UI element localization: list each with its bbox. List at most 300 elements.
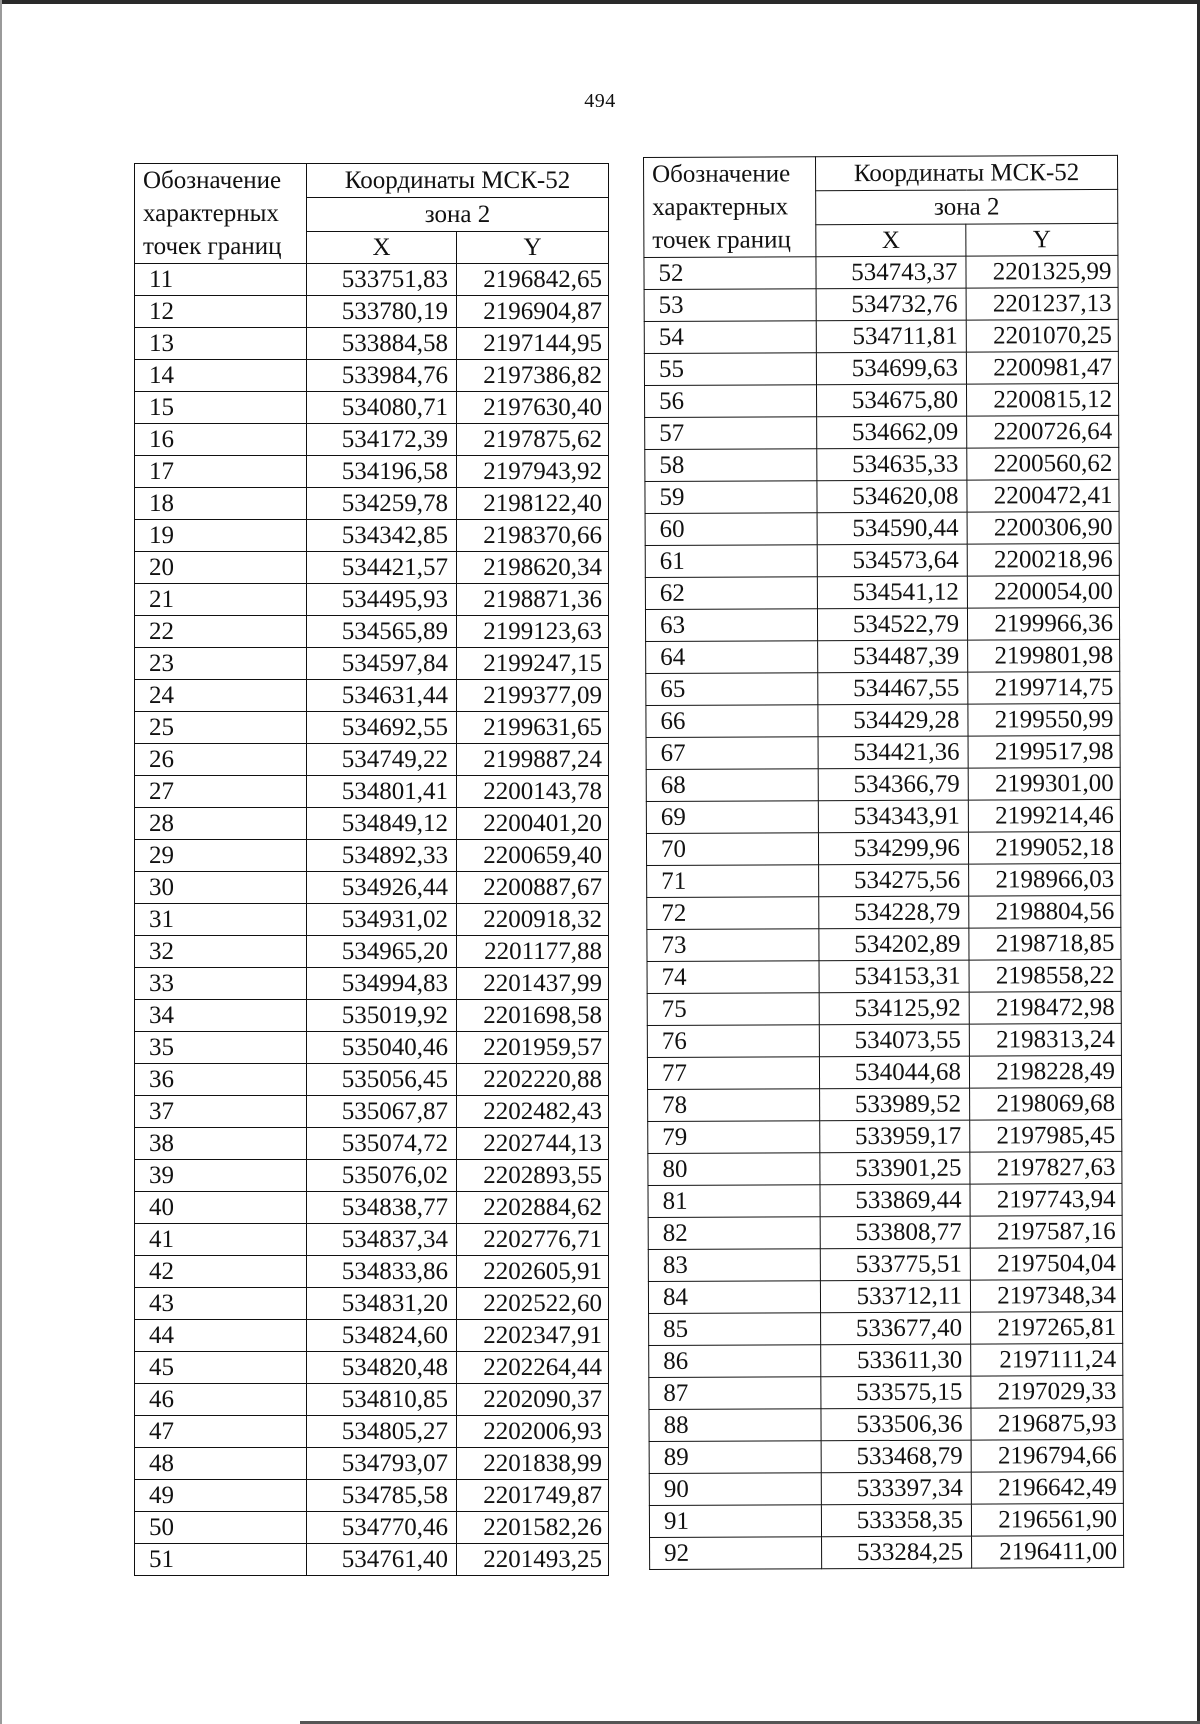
x-column-header: X bbox=[816, 224, 966, 257]
point-number-cell: 70 bbox=[646, 833, 818, 866]
x-coordinate-cell: 535067,87 bbox=[307, 1096, 457, 1128]
point-label-line2: характерных bbox=[652, 193, 789, 221]
x-coordinate-cell: 534565,89 bbox=[307, 616, 457, 648]
x-coordinate-cell: 534044,68 bbox=[819, 1056, 969, 1089]
table-row bbox=[646, 831, 1120, 865]
x-coordinate-cell: 534125,92 bbox=[819, 992, 969, 1025]
y-coordinate-cell: 2200918,32 bbox=[457, 904, 609, 936]
y-coordinate-cell: 2200143,78 bbox=[457, 776, 609, 808]
y-coordinate-cell: 2200472,41 bbox=[967, 479, 1119, 512]
x-coordinate-cell: 534495,93 bbox=[307, 584, 457, 616]
x-coordinate-cell: 533869,44 bbox=[820, 1184, 970, 1217]
point-number-cell: 87 bbox=[649, 1377, 821, 1410]
table-row bbox=[648, 1247, 1122, 1281]
x-coordinate-cell: 534675,80 bbox=[816, 384, 966, 417]
point-label-line2: характерных bbox=[143, 200, 279, 227]
y-coordinate-cell: 2196411,00 bbox=[972, 1535, 1124, 1568]
x-coordinate-cell: 534073,55 bbox=[819, 1024, 969, 1057]
table-row bbox=[135, 1544, 609, 1576]
table-row bbox=[135, 360, 609, 392]
table-row bbox=[135, 840, 609, 872]
x-coordinate-cell: 533575,15 bbox=[821, 1376, 971, 1409]
y-coordinate-cell: 2201698,58 bbox=[457, 1000, 609, 1032]
y-coordinate-cell: 2201070,25 bbox=[966, 319, 1118, 352]
point-number-cell: 48 bbox=[135, 1448, 307, 1480]
point-number-cell: 50 bbox=[135, 1512, 307, 1544]
x-coordinate-cell: 534743,37 bbox=[816, 256, 966, 289]
coordinates-table-right bbox=[643, 155, 1124, 1570]
x-coordinate-cell: 533901,25 bbox=[820, 1152, 970, 1185]
table-row bbox=[135, 1320, 609, 1352]
y-coordinate-cell: 2198069,68 bbox=[970, 1087, 1122, 1120]
y-coordinate-cell: 2197743,94 bbox=[970, 1183, 1122, 1216]
point-number-cell: 36 bbox=[135, 1064, 307, 1096]
y-coordinate-cell: 2200306,90 bbox=[967, 511, 1119, 544]
y-coordinate-cell: 2196794,66 bbox=[971, 1439, 1123, 1472]
coordinates-group-header-line2: зона 2 bbox=[307, 198, 609, 232]
table-row bbox=[135, 712, 609, 744]
y-coordinate-cell: 2199123,63 bbox=[457, 616, 609, 648]
x-coordinate-cell: 534421,36 bbox=[818, 736, 968, 769]
point-number-cell: 88 bbox=[649, 1409, 821, 1442]
table-row bbox=[649, 1311, 1123, 1345]
y-coordinate-cell: 2198871,36 bbox=[457, 584, 609, 616]
y-coordinate-cell: 2199377,09 bbox=[457, 680, 609, 712]
table-row bbox=[135, 1192, 609, 1224]
coordinates-table-left bbox=[134, 163, 609, 1576]
point-number-cell: 27 bbox=[135, 776, 307, 808]
point-number-cell: 69 bbox=[646, 801, 818, 834]
point-number-cell: 42 bbox=[135, 1256, 307, 1288]
y-coordinate-cell: 2201838,99 bbox=[457, 1448, 609, 1480]
table-row bbox=[135, 488, 609, 520]
table-row bbox=[647, 1023, 1121, 1057]
y-coordinate-cell: 2199966,36 bbox=[967, 607, 1119, 640]
point-number-cell: 73 bbox=[647, 929, 819, 962]
point-number-cell: 56 bbox=[644, 385, 816, 418]
point-number-cell: 19 bbox=[135, 520, 307, 552]
table-row bbox=[135, 1448, 609, 1480]
table-row bbox=[647, 927, 1121, 961]
x-coordinate-cell: 534692,55 bbox=[307, 712, 457, 744]
table-row bbox=[645, 543, 1119, 577]
point-label-line3: точек границ bbox=[143, 233, 282, 260]
x-coordinate-cell: 534749,22 bbox=[307, 744, 457, 776]
x-coordinate-cell: 534342,85 bbox=[307, 520, 457, 552]
point-number-cell: 57 bbox=[645, 417, 817, 450]
point-number-cell: 91 bbox=[649, 1505, 821, 1538]
x-coordinate-cell: 534429,28 bbox=[818, 704, 968, 737]
table-row bbox=[135, 968, 609, 1000]
table-row bbox=[135, 1352, 609, 1384]
table-row bbox=[135, 1032, 609, 1064]
y-coordinate-cell: 2198558,22 bbox=[969, 959, 1121, 992]
scan-edge-top bbox=[0, 0, 1200, 4]
point-label-line1: Обозначение bbox=[143, 167, 282, 194]
y-coordinate-cell: 2198370,66 bbox=[457, 520, 609, 552]
point-number-cell: 40 bbox=[135, 1192, 307, 1224]
y-coordinate-cell: 2198472,98 bbox=[969, 991, 1121, 1024]
point-number-cell: 60 bbox=[645, 513, 817, 546]
y-coordinate-cell: 2202482,43 bbox=[457, 1096, 609, 1128]
table-row bbox=[648, 1279, 1122, 1313]
x-coordinate-cell: 533468,79 bbox=[821, 1440, 971, 1473]
table-row bbox=[649, 1503, 1123, 1537]
point-number-cell: 77 bbox=[647, 1057, 819, 1090]
table-row bbox=[645, 479, 1119, 513]
coordinates-group-header-line2: зона 2 bbox=[816, 189, 1118, 224]
table-row bbox=[647, 959, 1121, 993]
x-coordinate-cell: 534793,07 bbox=[307, 1448, 457, 1480]
x-coordinate-cell: 534631,44 bbox=[307, 680, 457, 712]
x-coordinate-cell: 533506,36 bbox=[821, 1408, 971, 1441]
table-row bbox=[648, 1087, 1122, 1121]
y-coordinate-cell: 2202776,71 bbox=[457, 1224, 609, 1256]
y-coordinate-cell: 2199247,15 bbox=[457, 648, 609, 680]
x-coordinate-cell: 533751,83 bbox=[307, 264, 457, 296]
y-coordinate-cell: 2202744,13 bbox=[457, 1128, 609, 1160]
table-row bbox=[644, 287, 1118, 321]
y-coordinate-cell: 2202522,60 bbox=[457, 1288, 609, 1320]
table-row bbox=[646, 639, 1120, 673]
point-number-cell: 58 bbox=[645, 449, 817, 482]
table-row bbox=[645, 447, 1119, 481]
point-number-cell: 90 bbox=[649, 1473, 821, 1506]
x-coordinate-cell: 533884,58 bbox=[307, 328, 457, 360]
table-row bbox=[135, 1512, 609, 1544]
x-coordinate-cell: 535040,46 bbox=[307, 1032, 457, 1064]
x-coordinate-cell: 534421,57 bbox=[307, 552, 457, 584]
y-coordinate-cell: 2197386,82 bbox=[457, 360, 609, 392]
x-coordinate-cell: 534522,79 bbox=[817, 608, 967, 641]
table-row bbox=[135, 872, 609, 904]
table-row bbox=[646, 799, 1120, 833]
point-number-cell: 29 bbox=[135, 840, 307, 872]
table-row bbox=[646, 767, 1120, 801]
point-number-cell: 49 bbox=[135, 1480, 307, 1512]
table-row bbox=[135, 1416, 609, 1448]
scan-edge-left bbox=[0, 0, 2, 1724]
table-row bbox=[648, 1151, 1122, 1185]
table-row bbox=[135, 808, 609, 840]
point-number-cell: 20 bbox=[135, 552, 307, 584]
table-row bbox=[135, 680, 609, 712]
y-coordinate-cell: 2200659,40 bbox=[457, 840, 609, 872]
x-coordinate-cell: 534994,83 bbox=[307, 968, 457, 1000]
x-coordinate-cell: 534597,84 bbox=[307, 648, 457, 680]
x-coordinate-cell: 534965,20 bbox=[307, 936, 457, 968]
table-row bbox=[135, 1000, 609, 1032]
table-row bbox=[135, 1288, 609, 1320]
point-number-cell: 17 bbox=[135, 456, 307, 488]
point-number-cell: 62 bbox=[645, 577, 817, 610]
y-coordinate-cell: 2200218,96 bbox=[967, 543, 1119, 576]
table-row bbox=[649, 1343, 1123, 1377]
table-row bbox=[649, 1439, 1123, 1473]
y-coordinate-cell: 2201177,88 bbox=[457, 936, 609, 968]
x-coordinate-cell: 533611,30 bbox=[821, 1344, 971, 1377]
x-coordinate-cell: 534820,48 bbox=[307, 1352, 457, 1384]
y-coordinate-cell: 2197348,34 bbox=[970, 1279, 1122, 1312]
x-coordinate-cell: 534299,96 bbox=[818, 832, 968, 865]
point-number-cell: 26 bbox=[135, 744, 307, 776]
table-row bbox=[649, 1471, 1123, 1505]
x-coordinate-cell: 534635,33 bbox=[817, 448, 967, 481]
x-coordinate-cell: 534153,31 bbox=[819, 960, 969, 993]
point-number-cell: 18 bbox=[135, 488, 307, 520]
y-coordinate-cell: 2200560,62 bbox=[967, 447, 1119, 480]
point-number-cell: 34 bbox=[135, 1000, 307, 1032]
x-coordinate-cell: 534196,58 bbox=[307, 456, 457, 488]
table-row bbox=[135, 264, 609, 296]
coordinates-group-header-line1: Координаты МСК-52 bbox=[816, 155, 1118, 190]
point-number-cell: 64 bbox=[646, 641, 818, 674]
point-number-cell: 16 bbox=[135, 424, 307, 456]
x-coordinate-cell: 533989,52 bbox=[820, 1088, 970, 1121]
x-coordinate-cell: 535056,45 bbox=[307, 1064, 457, 1096]
y-coordinate-cell: 2201325,99 bbox=[966, 255, 1118, 288]
y-coordinate-cell: 2199214,46 bbox=[968, 799, 1120, 832]
point-number-cell: 72 bbox=[647, 897, 819, 930]
table-row bbox=[135, 1128, 609, 1160]
point-number-cell: 15 bbox=[135, 392, 307, 424]
y-coordinate-cell: 2197630,40 bbox=[457, 392, 609, 424]
point-number-cell: 41 bbox=[135, 1224, 307, 1256]
table-row bbox=[646, 703, 1120, 737]
point-number-cell: 33 bbox=[135, 968, 307, 1000]
table-row bbox=[646, 671, 1120, 705]
point-number-cell: 53 bbox=[644, 289, 816, 322]
table-row bbox=[648, 1183, 1122, 1217]
x-coordinate-cell: 534711,81 bbox=[816, 320, 966, 353]
table-body-left bbox=[135, 264, 609, 1576]
y-coordinate-cell: 2200887,67 bbox=[457, 872, 609, 904]
x-coordinate-cell: 535074,72 bbox=[307, 1128, 457, 1160]
y-coordinate-cell: 2200815,12 bbox=[966, 383, 1118, 416]
x-coordinate-cell: 534810,85 bbox=[307, 1384, 457, 1416]
point-number-cell: 11 bbox=[135, 264, 307, 296]
point-number-cell: 46 bbox=[135, 1384, 307, 1416]
table-row bbox=[645, 575, 1119, 609]
table-row bbox=[647, 991, 1121, 1025]
point-number-cell: 86 bbox=[649, 1345, 821, 1378]
x-coordinate-cell: 534202,89 bbox=[819, 928, 969, 961]
coordinates-group-header-line1: Координаты МСК-52 bbox=[307, 164, 609, 198]
point-number-cell: 23 bbox=[135, 648, 307, 680]
point-label-header bbox=[135, 164, 307, 264]
point-number-cell: 71 bbox=[647, 865, 819, 898]
y-coordinate-cell: 2197587,16 bbox=[970, 1215, 1122, 1248]
y-coordinate-cell: 2197875,62 bbox=[457, 424, 609, 456]
x-coordinate-cell: 534366,79 bbox=[818, 768, 968, 801]
table-row bbox=[644, 319, 1118, 353]
table-row bbox=[135, 1384, 609, 1416]
table-row bbox=[645, 415, 1119, 449]
point-label-line3: точек границ bbox=[652, 226, 791, 254]
point-number-cell: 13 bbox=[135, 328, 307, 360]
x-coordinate-cell: 534467,55 bbox=[818, 672, 968, 705]
y-coordinate-cell: 2202884,62 bbox=[457, 1192, 609, 1224]
y-coordinate-cell: 2197504,04 bbox=[970, 1247, 1122, 1280]
table-row bbox=[135, 424, 609, 456]
y-coordinate-cell: 2202347,91 bbox=[457, 1320, 609, 1352]
x-coordinate-cell: 534662,09 bbox=[817, 416, 967, 449]
x-coordinate-cell: 534837,34 bbox=[307, 1224, 457, 1256]
point-label-line1: Обозначение bbox=[652, 160, 791, 188]
table-row bbox=[644, 255, 1118, 289]
page-number: 494 bbox=[584, 90, 616, 112]
point-number-cell: 22 bbox=[135, 616, 307, 648]
x-coordinate-cell: 534838,77 bbox=[307, 1192, 457, 1224]
y-coordinate-cell: 2201749,87 bbox=[457, 1480, 609, 1512]
point-number-cell: 85 bbox=[649, 1313, 821, 1346]
table-header bbox=[135, 164, 609, 264]
y-coordinate-cell: 2200054,00 bbox=[967, 575, 1119, 608]
y-coordinate-cell: 2199301,00 bbox=[968, 767, 1120, 800]
x-coordinate-cell: 534228,79 bbox=[819, 896, 969, 929]
table-row bbox=[647, 895, 1121, 929]
x-coordinate-cell: 534487,39 bbox=[818, 640, 968, 673]
y-coordinate-cell: 2199714,75 bbox=[968, 671, 1120, 704]
table-row bbox=[135, 648, 609, 680]
point-number-cell: 80 bbox=[648, 1153, 820, 1186]
x-coordinate-cell: 534275,56 bbox=[819, 864, 969, 897]
y-coordinate-cell: 2202220,88 bbox=[457, 1064, 609, 1096]
point-number-cell: 32 bbox=[135, 936, 307, 968]
point-number-cell: 65 bbox=[646, 673, 818, 706]
y-coordinate-cell: 2198966,03 bbox=[969, 863, 1121, 896]
x-coordinate-cell: 533677,40 bbox=[821, 1312, 971, 1345]
table-row bbox=[135, 1064, 609, 1096]
y-coordinate-cell: 2198718,85 bbox=[969, 927, 1121, 960]
x-coordinate-cell: 534831,20 bbox=[307, 1288, 457, 1320]
point-number-cell: 81 bbox=[648, 1185, 820, 1218]
table-row bbox=[135, 296, 609, 328]
point-number-cell: 66 bbox=[646, 705, 818, 738]
point-number-cell: 38 bbox=[135, 1128, 307, 1160]
table-row bbox=[648, 1119, 1122, 1153]
y-coordinate-cell: 2201582,26 bbox=[457, 1512, 609, 1544]
point-number-cell: 63 bbox=[645, 609, 817, 642]
x-coordinate-cell: 534770,46 bbox=[307, 1512, 457, 1544]
table-row bbox=[650, 1535, 1124, 1569]
x-coordinate-cell: 533775,51 bbox=[820, 1248, 970, 1281]
x-coordinate-cell: 533984,76 bbox=[307, 360, 457, 392]
point-number-cell: 89 bbox=[649, 1441, 821, 1474]
point-number-cell: 43 bbox=[135, 1288, 307, 1320]
point-number-cell: 30 bbox=[135, 872, 307, 904]
table-row bbox=[645, 511, 1119, 545]
y-coordinate-cell: 2196842,65 bbox=[457, 264, 609, 296]
point-number-cell: 83 bbox=[648, 1249, 820, 1282]
point-number-cell: 37 bbox=[135, 1096, 307, 1128]
table-row bbox=[135, 776, 609, 808]
y-column-header: Y bbox=[457, 232, 609, 264]
table-row bbox=[646, 735, 1120, 769]
x-coordinate-cell: 534699,63 bbox=[816, 352, 966, 385]
table-row bbox=[135, 1256, 609, 1288]
table-row bbox=[135, 904, 609, 936]
point-number-cell: 82 bbox=[648, 1217, 820, 1250]
y-coordinate-cell: 2200981,47 bbox=[966, 351, 1118, 384]
y-coordinate-cell: 2199631,65 bbox=[457, 712, 609, 744]
y-coordinate-cell: 2202264,44 bbox=[457, 1352, 609, 1384]
point-number-cell: 14 bbox=[135, 360, 307, 392]
point-number-cell: 45 bbox=[135, 1352, 307, 1384]
x-coordinate-cell: 534805,27 bbox=[307, 1416, 457, 1448]
point-number-cell: 47 bbox=[135, 1416, 307, 1448]
y-coordinate-cell: 2196875,93 bbox=[971, 1407, 1123, 1440]
point-number-cell: 79 bbox=[648, 1121, 820, 1154]
point-number-cell: 75 bbox=[647, 993, 819, 1026]
x-coordinate-cell: 534761,40 bbox=[307, 1544, 457, 1576]
point-number-cell: 67 bbox=[646, 737, 818, 770]
table-row bbox=[647, 1055, 1121, 1089]
point-number-cell: 54 bbox=[644, 321, 816, 354]
point-number-cell: 84 bbox=[648, 1281, 820, 1314]
y-coordinate-cell: 2198804,56 bbox=[969, 895, 1121, 928]
y-coordinate-cell: 2197144,95 bbox=[457, 328, 609, 360]
x-coordinate-cell: 534080,71 bbox=[307, 392, 457, 424]
x-coordinate-cell: 533712,11 bbox=[820, 1280, 970, 1313]
y-coordinate-cell: 2197985,45 bbox=[970, 1119, 1122, 1152]
y-column-header: Y bbox=[966, 223, 1118, 256]
point-number-cell: 44 bbox=[135, 1320, 307, 1352]
x-coordinate-cell: 534833,86 bbox=[307, 1256, 457, 1288]
point-number-cell: 68 bbox=[646, 769, 818, 802]
y-coordinate-cell: 2198122,40 bbox=[457, 488, 609, 520]
point-number-cell: 24 bbox=[135, 680, 307, 712]
table-row bbox=[645, 607, 1119, 641]
x-column-header: X bbox=[307, 232, 457, 264]
point-number-cell: 92 bbox=[650, 1537, 822, 1570]
x-coordinate-cell: 534259,78 bbox=[307, 488, 457, 520]
table-row bbox=[135, 392, 609, 424]
table-row bbox=[644, 351, 1118, 385]
x-coordinate-cell: 534573,64 bbox=[817, 544, 967, 577]
x-coordinate-cell: 534732,76 bbox=[816, 288, 966, 321]
point-number-cell: 51 bbox=[135, 1544, 307, 1576]
point-number-cell: 39 bbox=[135, 1160, 307, 1192]
table-header bbox=[644, 155, 1118, 257]
x-coordinate-cell: 533284,25 bbox=[822, 1536, 972, 1569]
y-coordinate-cell: 2197111,24 bbox=[971, 1343, 1123, 1376]
y-coordinate-cell: 2202006,93 bbox=[457, 1416, 609, 1448]
x-coordinate-cell: 535076,02 bbox=[307, 1160, 457, 1192]
table-row bbox=[649, 1375, 1123, 1409]
x-coordinate-cell: 534931,02 bbox=[307, 904, 457, 936]
point-number-cell: 74 bbox=[647, 961, 819, 994]
table-row bbox=[135, 328, 609, 360]
x-coordinate-cell: 534620,08 bbox=[817, 480, 967, 513]
y-coordinate-cell: 2198228,49 bbox=[969, 1055, 1121, 1088]
y-coordinate-cell: 2201959,57 bbox=[457, 1032, 609, 1064]
table-row bbox=[644, 383, 1118, 417]
table-row bbox=[135, 1480, 609, 1512]
x-coordinate-cell: 534801,41 bbox=[307, 776, 457, 808]
x-coordinate-cell: 534541,12 bbox=[817, 576, 967, 609]
point-number-cell: 12 bbox=[135, 296, 307, 328]
y-coordinate-cell: 2199550,99 bbox=[968, 703, 1120, 736]
table-row bbox=[135, 1096, 609, 1128]
point-number-cell: 35 bbox=[135, 1032, 307, 1064]
table-row bbox=[135, 1224, 609, 1256]
table-row bbox=[649, 1407, 1123, 1441]
table-row bbox=[647, 863, 1121, 897]
x-coordinate-cell: 534926,44 bbox=[307, 872, 457, 904]
x-coordinate-cell: 533397,34 bbox=[821, 1472, 971, 1505]
table-row bbox=[135, 552, 609, 584]
